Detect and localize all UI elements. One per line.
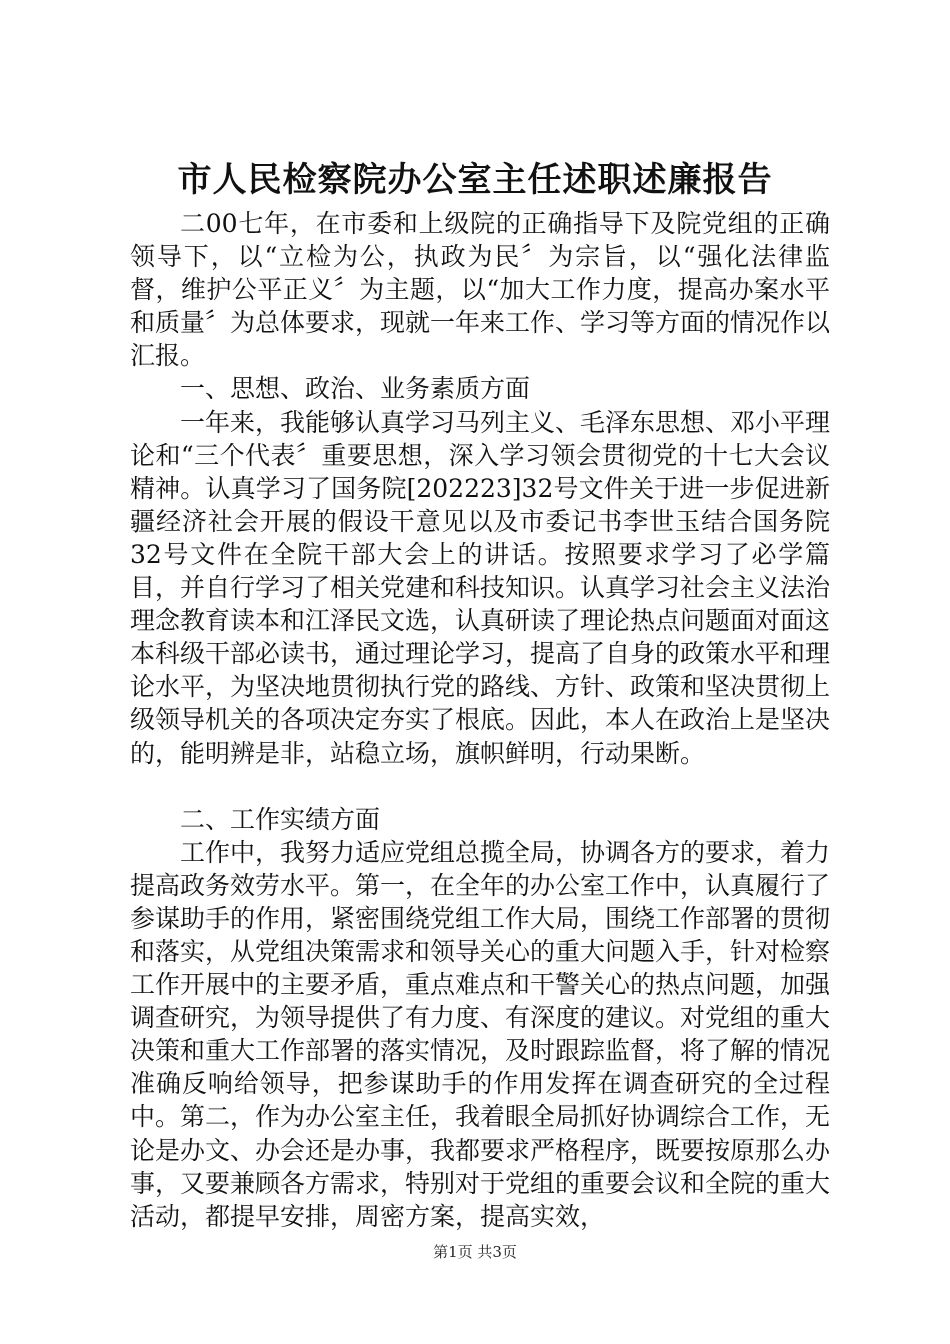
section-heading-2: 二、工作实绩方面 (180, 804, 381, 834)
section-heading-1: 一、思想、政治、业务素质方面 (180, 374, 531, 404)
intro-paragraph: 二00七年，在市委和上级院的正确指导下及院党组的正确领导下，以“立检为公，执政为民〞为宗旨，以“强化法律监督，维护公平正义〞为主题，以“加大工作力度，提高办案水平和质量〞为总体要求，现就一年来工作、学习等方面的情况作以汇报。 (130, 209, 831, 371)
section-1-paragraph: 一年来，我能够认真学习马列主义、毛泽东思想、邓小平理论和“三个代表〞重要思想，深入学习领会贯彻党的十七大会议精神。认真学习了国务院[202223]32号文件关于进一步促进新疆经济社会开展的假设干意见以及市委记书李世玉结合国务院32号文件在全院干部大会上的讲话。按照要求学习了必学篇目，并自行学习了相关党建和科技知识。认真学习社会主义法治理念教育读本和江泽民文选，认真研读了理论热点问题面对面这本科级干部必读书，通过理论学习，提高了自身的政策水平和理论水平，为坚决地贯彻执行党的路线、方针、政策和坚决贯彻上级领导机关的各项决定夯实了根底。因此，本人在政治上是坚决的，能明辨是非，站稳立场，旗帜鲜明，行动果断。 (130, 407, 831, 768)
page-number-footer: 第1页 共3页 (433, 1243, 517, 1261)
document-title: 市人民检察院办公室主任述职述廉报告 (177, 160, 773, 200)
document-body (130, 207, 830, 1233)
section-2-paragraph: 工作中，我努力适应党组总揽全局，协调各方的要求，着力提高政务效劳水平。第一，在全年的办公室工作中，认真履行了参谋助手的作用，紧密围绕党组工作大局，围绕工作部署的贯彻和落实，从党组决策需求和领导关心的重大问题入手，针对检察工作开展中的主要矛盾，重点难点和干警关心的热点问题，加强调查研究，为领导提供了有力度、有深度的建议。对党组的重大决策和重大工作部署的落实情况，及时跟踪监督，将了解的情况准确反响给领导，把参谋助手的作用发挥在调查研究的全过程中。第二，作为办公室主任，我着眼全局抓好协调综合工作，无论是办文、办会还是办事，我都要求严格程序，既要按原那么办事，又要兼顾各方需求，特别对于党组的重要会议和全院的重大活动，都提早安排，周密方案，提高实效， (130, 837, 831, 1231)
